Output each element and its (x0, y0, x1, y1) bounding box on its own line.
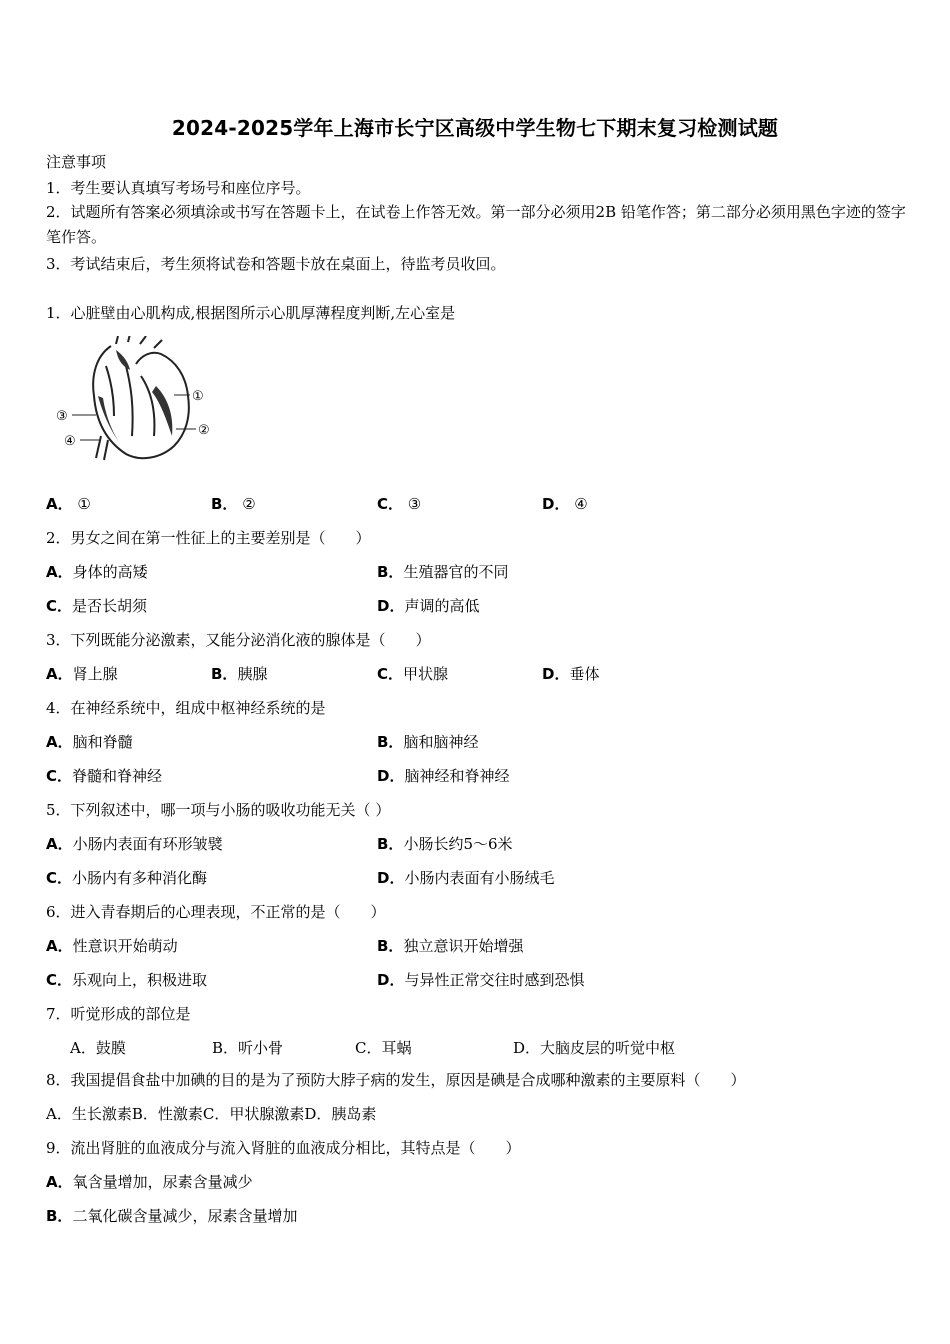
heart-label-2: ② (198, 423, 210, 438)
notice-item-2: 2．试题所有答案必须填涂或书写在答题卡上，在试卷上作答无效。第一部分必须用2B 铅笔作答；第二部分必须用黑色字迹的签字笔作答。 (46, 203, 906, 246)
q1-option-d[interactable]: D． ④ (542, 495, 588, 513)
question-4-stem: 4．在神经系统中，组成中枢神经系统的是 (46, 699, 326, 717)
q6-option-b[interactable]: B．独立意识开始增强 (377, 937, 524, 955)
q7-option-a[interactable]: A．鼓膜 (70, 1039, 126, 1057)
q3-option-c[interactable]: C．甲状腺 (377, 665, 449, 683)
page-title: 2024-2025学年上海市长宁区高级中学生物七下期末复习检测试题 (171, 116, 779, 140)
question-2-stem: 2．男女之间在第一性征上的主要差别是（ ） (46, 529, 371, 547)
q1-option-a[interactable]: A． ① (46, 495, 91, 513)
question-9-stem: 9．流出肾脏的血液成分与流入肾脏的血液成分相比，其特点是（ ） (46, 1139, 521, 1157)
q5-option-b[interactable]: B．小肠长约5～6米 (377, 835, 513, 853)
q4-option-c[interactable]: C．脊髓和脊神经 (46, 767, 163, 785)
q2-option-c[interactable]: C．是否长胡须 (46, 597, 148, 615)
q6-option-c[interactable]: C．乐观向上，积极进取 (46, 971, 208, 989)
q2-option-d[interactable]: D．声调的高低 (377, 597, 480, 615)
q5-option-c[interactable]: C．小肠内有多种消化酶 (46, 869, 208, 887)
heart-label-4: ④ (64, 434, 76, 449)
q7-option-b[interactable]: B．听小骨 (212, 1039, 284, 1057)
notice-heading: 注意事项 (46, 153, 107, 171)
q3-option-d[interactable]: D．垂体 (542, 665, 600, 683)
heart-label-3: ③ (56, 409, 68, 424)
question-7-stem: 7．听觉形成的部位是 (46, 1005, 191, 1023)
q7-option-c[interactable]: C．耳蜗 (355, 1039, 412, 1057)
q3-option-a[interactable]: A．肾上腺 (46, 665, 118, 683)
q3-option-b[interactable]: B．胰腺 (211, 665, 268, 683)
q9-option-a[interactable]: A．氧含量增加，尿素含量减少 (46, 1173, 253, 1191)
q2-option-b[interactable]: B．生殖器官的不同 (377, 563, 509, 581)
notice-item-3: 3．考试结束后，考生须将试卷和答题卡放在桌面上，待监考员收回。 (46, 255, 506, 273)
question-8-stem: 8．我国提倡食盐中加碘的目的是为了预防大脖子病的发生，原因是碘是合成哪种激素的主要原料（ ） (46, 1071, 746, 1089)
q4-option-b[interactable]: B．脑和脑神经 (377, 733, 479, 751)
q6-option-a[interactable]: A．性意识开始萌动 (46, 937, 178, 955)
q1-option-c[interactable]: C． ③ (377, 495, 422, 513)
q7-option-d[interactable]: D．大脑皮层的听觉中枢 (513, 1039, 676, 1057)
q8-options[interactable]: A．生长激素B．性激素C．甲状腺激素D．胰岛素 (46, 1105, 377, 1123)
q4-option-d[interactable]: D．脑神经和脊神经 (377, 767, 510, 785)
q1-option-b[interactable]: B． ② (211, 495, 256, 513)
q4-option-a[interactable]: A．脑和脊髓 (46, 733, 133, 751)
notice-item-1: 1．考生要认真填写考场号和座位序号。 (46, 179, 311, 197)
q9-option-b[interactable]: B．二氧化碳含量减少，尿素含量增加 (46, 1207, 298, 1225)
question-1-stem: 1．心脏壁由心肌构成,根据图所示心肌厚薄程度判断,左心室是 (46, 304, 456, 322)
question-5-stem: 5．下列叙述中，哪一项与小肠的吸收功能无关（ ） (46, 801, 391, 819)
q5-option-d[interactable]: D．小肠内表面有小肠绒毛 (377, 869, 555, 887)
heart-label-1: ① (192, 389, 204, 404)
question-6-stem: 6．进入青春期后的心理表现，不正常的是（ ） (46, 903, 386, 921)
q6-option-d[interactable]: D．与异性正常交往时感到恐惧 (377, 971, 585, 989)
heart-diagram (56, 336, 216, 466)
q2-option-a[interactable]: A．身体的高矮 (46, 563, 148, 581)
question-3-stem: 3．下列既能分泌激素，又能分泌消化液的腺体是（ ） (46, 631, 431, 649)
q5-option-a[interactable]: A．小肠内表面有环形皱襞 (46, 835, 223, 853)
